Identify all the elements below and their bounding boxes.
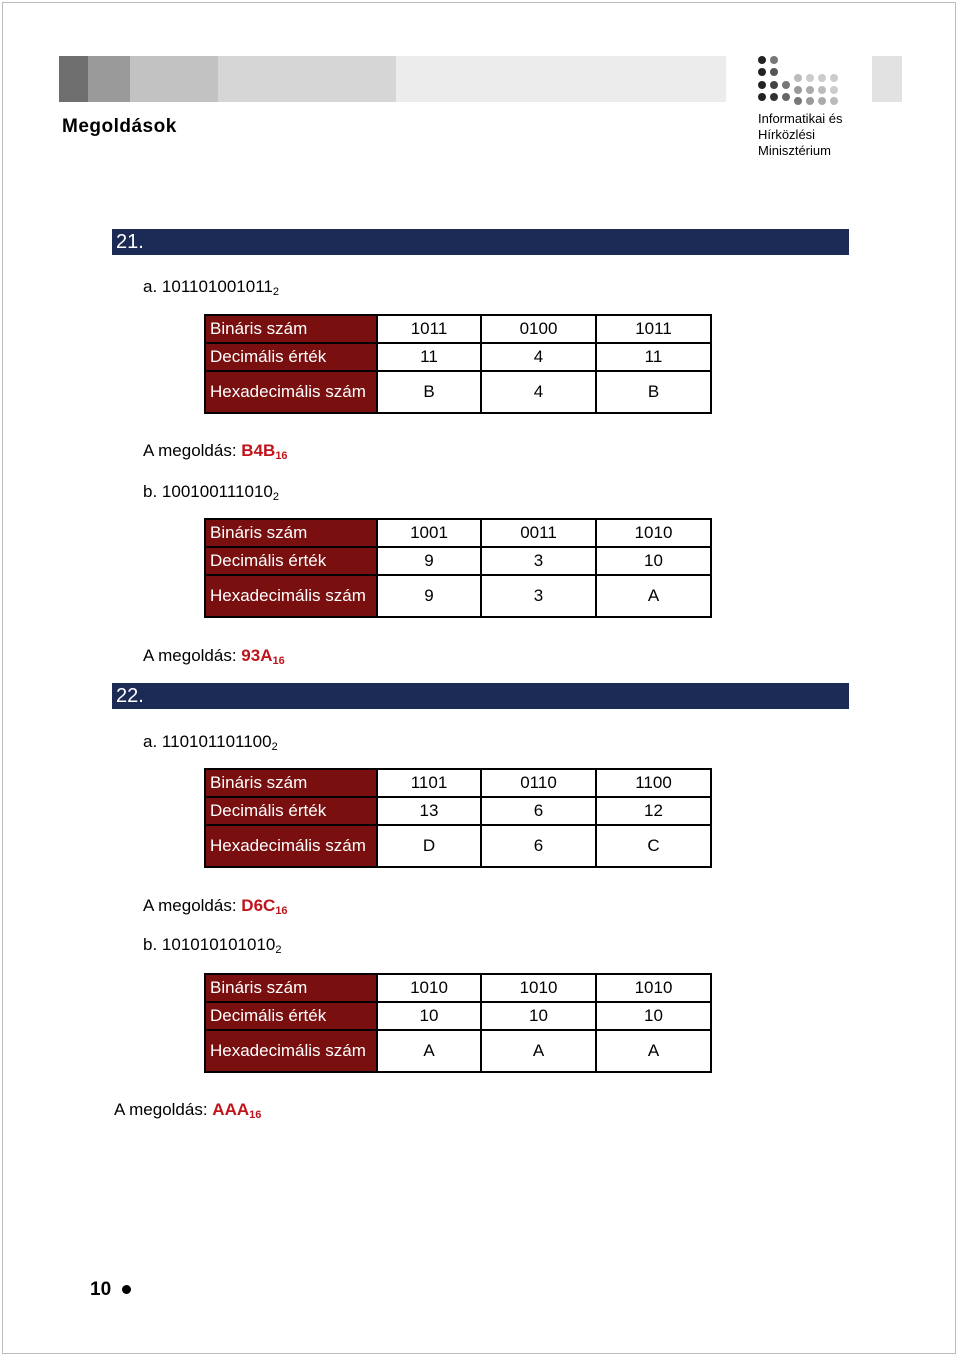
row-label-binary: Bináris szám [205,769,377,797]
table-cell: D [377,825,481,867]
problem-number: 110101101100 [161,732,272,751]
table-row [205,575,711,617]
table-cell: 4 [481,371,596,413]
table-cell: A [596,575,711,617]
table-cell: 6 [481,797,596,825]
header-bar-segment [396,56,726,102]
row-label-decimal: Decimális érték [205,797,377,825]
table-row [205,797,711,825]
table-row [205,1030,711,1072]
row-label-binary: Bináris szám [205,315,377,343]
table-cell: 10 [596,1002,711,1030]
header-bar-segment [218,56,396,102]
table-row [205,1002,711,1030]
page-number: 10 [90,1279,112,1300]
table-cell: 0011 [481,519,596,547]
table-cell: C [596,825,711,867]
table-cell: 10 [481,1002,596,1030]
table-cell: 1010 [596,974,711,1002]
problem-statement [143,935,282,956]
table-cell: 4 [481,343,596,371]
conversion-table [204,973,712,1073]
table-cell: 9 [377,575,481,617]
header-bar-segment [88,56,130,102]
table-row [205,371,711,413]
table-cell: 1001 [377,519,481,547]
table-cell: 0110 [481,769,596,797]
page-title: Megoldások [62,116,177,137]
header-bar-segment [872,56,902,102]
row-label-hex: Hexadecimális szám [205,825,377,867]
problem-number: 100100111010 [161,482,273,501]
table-cell: 1011 [377,315,481,343]
ministry-logo-text [758,111,843,159]
row-label-hex: Hexadecimális szám [205,1030,377,1072]
logo-line: Hírközlési [758,127,816,142]
bullet-icon [122,1285,131,1294]
table-row [205,825,711,867]
table-cell: 9 [377,547,481,575]
table-cell: 3 [481,547,596,575]
conversion-table [204,518,712,618]
problem-letter: a. [143,277,158,296]
header-bar-segment [130,56,218,102]
number-base: 2 [272,286,279,298]
section-header-21: 21. [112,229,849,255]
problem-letter: a. [143,732,158,751]
logo-line: Minisztérium [758,143,831,158]
page-frame [2,2,956,1354]
problem-statement [143,277,279,298]
table-row [205,315,711,343]
solution-prefix: A megoldás: [143,896,237,915]
table-cell: 0100 [481,315,596,343]
logo-line: Informatikai és [758,111,843,126]
problem-number: 101101001011 [161,277,273,296]
number-base: 2 [271,741,278,753]
table-cell: B [377,371,481,413]
table-cell: 12 [596,797,711,825]
table-cell: 6 [481,825,596,867]
table-cell: 1100 [596,769,711,797]
table-cell: A [377,1030,481,1072]
solution-answer: $B4B_{16}$ [241,441,288,462]
solution-prefix: A megoldás: [143,646,237,665]
row-label-decimal: Decimális érték [205,343,377,371]
table-cell: 1010 [481,974,596,1002]
row-label-hex: Hexadecimális szám [205,575,377,617]
problem-letter: b. [143,935,158,954]
table-cell: 1011 [596,315,711,343]
table-row [205,547,711,575]
solution-answer: $93A_{16}$ [241,646,285,667]
table-cell: A [596,1030,711,1072]
problem-letter: b. [143,482,158,501]
problem-statement [143,482,279,503]
row-label-binary: Bináris szám [205,974,377,1002]
number-base: 2 [272,491,279,503]
table-cell: 10 [596,547,711,575]
solution-line [143,441,288,462]
header-bar-segment [59,56,88,102]
problem-statement [143,732,278,753]
row-label-hex: Hexadecimális szám [205,371,377,413]
solution-line [114,1100,261,1121]
solution-answer: $D6C_{16}$ [241,896,288,917]
table-row [205,974,711,1002]
row-label-decimal: Decimális érték [205,1002,377,1030]
table-cell: 10 [377,1002,481,1030]
solution-line [143,896,288,917]
table-cell: 1010 [596,519,711,547]
row-label-decimal: Decimális érték [205,547,377,575]
table-cell: 11 [596,343,711,371]
conversion-table [204,768,712,868]
row-label-binary: Bináris szám [205,519,377,547]
solution-prefix: A megoldás: [114,1100,208,1119]
table-cell: 13 [377,797,481,825]
section-header-22: 22. [112,683,849,709]
solution-prefix: A megoldás: [143,441,237,460]
solution-answer: $AAA_{16}$ [212,1100,262,1121]
number-base: 2 [275,944,282,956]
table-cell: A [481,1030,596,1072]
solution-line [143,646,285,667]
table-cell: 3 [481,575,596,617]
table-row [205,769,711,797]
problem-number: 101010101010 [161,935,276,954]
table-cell: 1010 [377,974,481,1002]
table-cell: 11 [377,343,481,371]
table-cell: 1101 [377,769,481,797]
table-row [205,519,711,547]
table-row [205,343,711,371]
conversion-table [204,314,712,414]
table-cell: B [596,371,711,413]
